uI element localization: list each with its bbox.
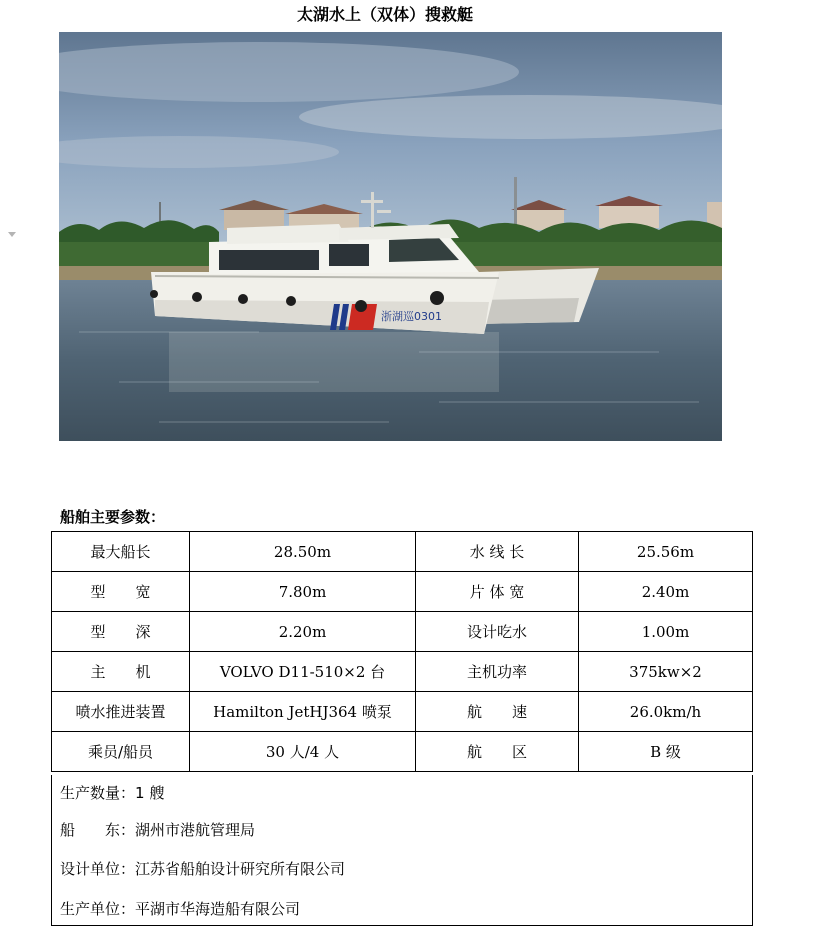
spec-label: 喷水推进装置 bbox=[52, 692, 190, 732]
spec-label: 乘员/船员 bbox=[52, 732, 190, 772]
info-label: 生产数量： bbox=[60, 784, 136, 802]
table-row bbox=[52, 532, 753, 572]
table-row bbox=[52, 652, 753, 692]
info-label: 船 东： bbox=[60, 821, 136, 839]
spec-value: 7.80m bbox=[190, 572, 416, 612]
spec-label: 最大船长 bbox=[52, 532, 190, 572]
spec-label: 主机功率 bbox=[416, 652, 579, 692]
spec-label: 主 机 bbox=[52, 652, 190, 692]
spec-label: 航 速 bbox=[416, 692, 579, 732]
spec-value: 28.50m bbox=[190, 532, 416, 572]
spec-value: VOLVO D11-510×2 台 bbox=[190, 652, 416, 692]
section-heading: 船舶主要参数： bbox=[60, 508, 166, 526]
spec-label: 型 深 bbox=[52, 612, 190, 652]
page-title: 太湖水上（双体）搜救艇 bbox=[296, 5, 473, 24]
info-label: 生产单位： bbox=[60, 900, 136, 918]
spec-table bbox=[51, 531, 753, 772]
info-line-designer bbox=[60, 858, 345, 879]
info-label: 设计单位： bbox=[60, 860, 136, 878]
production-info bbox=[51, 775, 753, 926]
info-value: 1 艘 bbox=[135, 784, 165, 802]
info-line-owner bbox=[60, 819, 255, 840]
table-row bbox=[52, 692, 753, 732]
spec-value: B 级 bbox=[579, 732, 753, 772]
info-line-quantity bbox=[60, 782, 164, 803]
spec-label: 片 体 宽 bbox=[416, 572, 579, 612]
spec-value: 1.00m bbox=[579, 612, 753, 652]
spec-label: 水 线 长 bbox=[416, 532, 579, 572]
spec-value: 375kw×2 bbox=[579, 652, 753, 692]
spec-value: 25.56m bbox=[579, 532, 753, 572]
spec-value: 26.0km/h bbox=[579, 692, 753, 732]
table-row bbox=[52, 572, 753, 612]
hull-text: 浙湖巡0301 bbox=[381, 310, 442, 323]
table-row bbox=[52, 612, 753, 652]
spec-value: Hamilton JetHJ364 喷泵 bbox=[190, 692, 416, 732]
spec-value: 30 人/4 人 bbox=[190, 732, 416, 772]
spec-label: 航 区 bbox=[416, 732, 579, 772]
info-value: 平湖市华海造船有限公司 bbox=[135, 900, 301, 918]
caret-down-icon bbox=[8, 232, 16, 237]
spec-value: 2.40m bbox=[579, 572, 753, 612]
spec-label: 型 宽 bbox=[52, 572, 190, 612]
boat-photo bbox=[59, 32, 722, 441]
spec-label: 设计吃水 bbox=[416, 612, 579, 652]
info-value: 湖州市港航管理局 bbox=[135, 821, 256, 839]
table-row bbox=[52, 732, 753, 772]
spec-value: 2.20m bbox=[190, 612, 416, 652]
info-line-builder bbox=[60, 898, 300, 919]
info-value: 江苏省船舶设计研究所有限公司 bbox=[135, 860, 346, 878]
